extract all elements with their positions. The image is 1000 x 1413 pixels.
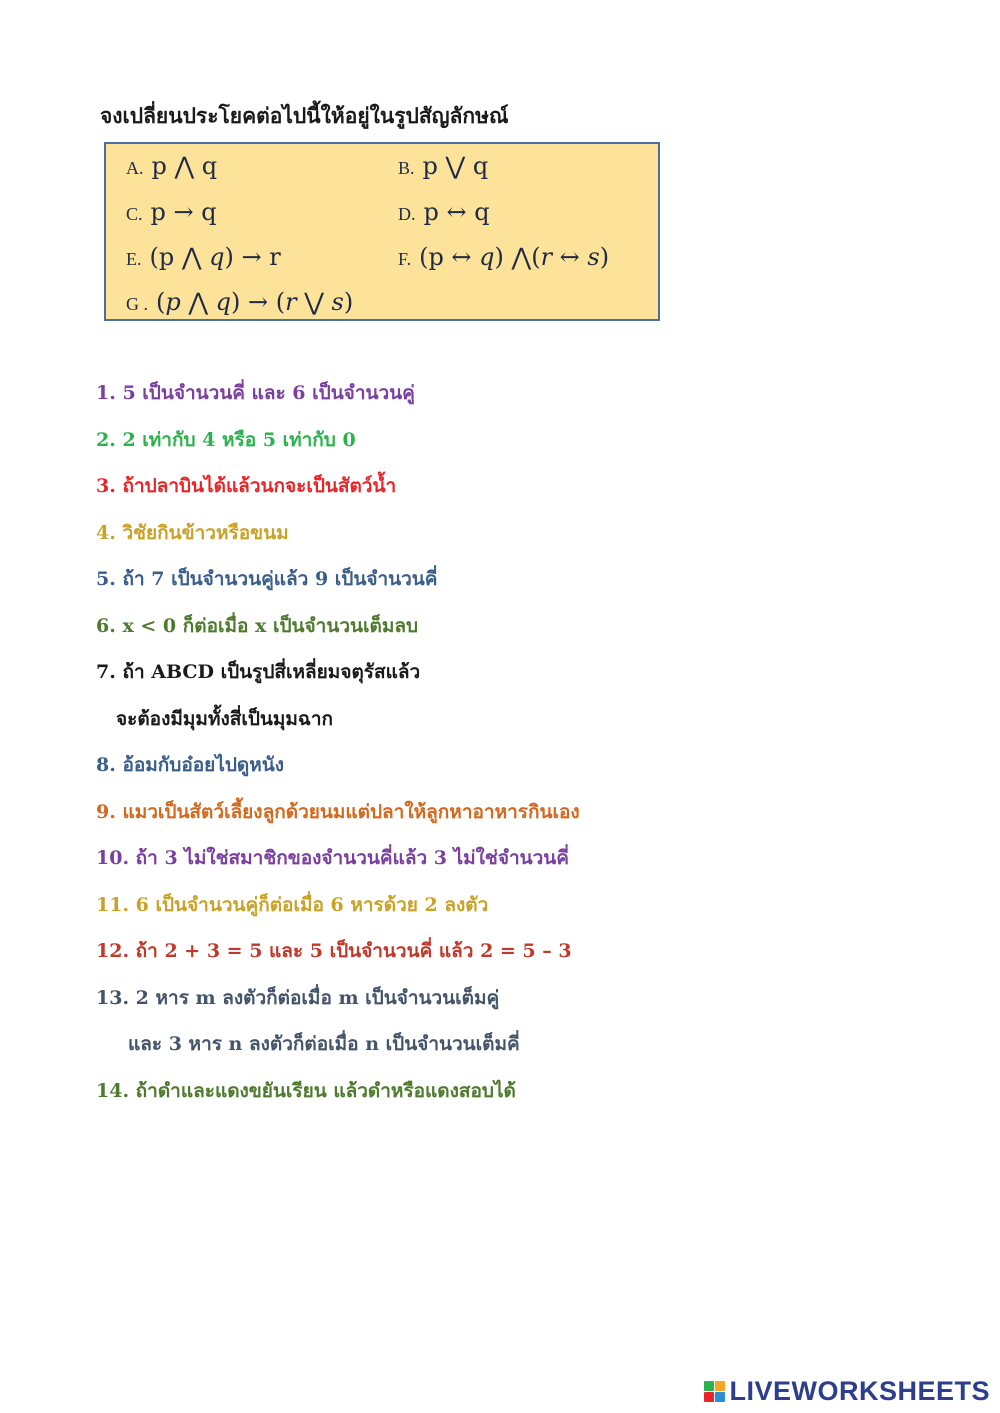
question-14: 14. ถ้าดำและแดงขยันเรียน แล้วดำหรือแดงสอบได้ xyxy=(96,1080,516,1102)
question-12: 12. ถ้า 2 + 3 = 5 และ 5 เป็นจำนวนคี่ แล้ว 2 = 5 – 3 xyxy=(96,940,572,962)
question-4: 4. วิชัยกินข้าวหรือขนม xyxy=(96,522,289,544)
question-6: 6. x < 0 ก็ต่อเมื่อ x เป็นจำนวนเต็มลบ xyxy=(96,615,419,637)
option-expression: p ⋀ q xyxy=(151,152,218,180)
question-7: 7. ถ้า ABCD เป็นรูปสี่เหลี่ยมจตุรัสแล้ว xyxy=(96,661,421,683)
question-3: 3. ถ้าปลาบินได้แล้วนกจะเป็นสัตว์น้ำ xyxy=(96,475,397,497)
question-13-continued: และ 3 หาร n ลงตัวก็ต่อเมื่อ n เป็นจำนวนเต็มคี่ xyxy=(128,1033,520,1055)
answer-options-box xyxy=(104,142,660,321)
option-letter: D. xyxy=(398,204,416,224)
logo-square xyxy=(704,1381,714,1391)
question-2: 2. 2 เท่ากับ 4 หรือ 5 เท่ากับ 0 xyxy=(96,429,356,451)
instruction-heading: จงเปลี่ยนประโยคต่อไปนี้ให้อยู่ในรูปสัญลักษณ์ xyxy=(100,103,509,128)
question-7-continued: จะต้องมีมุมทั้งสี่เป็นมุมฉาก xyxy=(116,708,334,730)
question-10: 10. ถ้า 3 ไม่ใช่สมาชิกของจำนวนคี่แล้ว 3 ไม่ใช่จำนวนคี่ xyxy=(96,847,569,869)
question-8: 8. อ้อมกับอ๋อยไปดูหนัง xyxy=(96,754,285,776)
question-13: 13. 2 หาร m ลงตัวก็ต่อเมื่อ m เป็นจำนวนเต็มคู่ xyxy=(96,987,500,1009)
option-f xyxy=(398,243,609,271)
liveworksheets-logo xyxy=(704,1376,990,1407)
option-letter: A. xyxy=(126,158,144,178)
option-letter: C. xyxy=(126,204,143,224)
question-5: 5. ถ้า 7 เป็นจำนวนคู่แล้ว 9 เป็นจำนวนคี่ xyxy=(96,568,438,590)
logo-square xyxy=(715,1392,725,1402)
option-expression: (𝑝 ⋀ 𝑞) → (𝑟 ⋁ 𝑠) xyxy=(156,288,354,316)
option-expression: p → q xyxy=(150,198,217,226)
option-expression: (p ↔ 𝑞) ⋀(𝑟 ↔ 𝑠) xyxy=(419,243,610,271)
option-a xyxy=(126,152,217,180)
option-letter: E. xyxy=(126,249,142,269)
option-letter: G . xyxy=(126,294,148,314)
option-d xyxy=(398,198,490,226)
question-9: 9. แมวเป็นสัตว์เลี้ยงลูกด้วยนมแต่ปลาให้ลูกหาอาหารกินเอง xyxy=(96,801,580,823)
option-letter: F. xyxy=(398,249,412,269)
liveworksheets-logo-icon xyxy=(704,1381,725,1402)
logo-square xyxy=(715,1381,725,1391)
option-e xyxy=(126,243,281,271)
option-c xyxy=(126,198,217,226)
question-1: 1. 5 เป็นจำนวนคี่ และ 6 เป็นจำนวนคู่ xyxy=(96,382,415,404)
option-expression: (p ⋀ 𝑞) → r xyxy=(149,243,281,271)
question-11: 11. 6 เป็นจำนวนคู่ก็ต่อเมื่อ 6 หารด้วย 2 ลงตัว xyxy=(96,894,489,916)
logo-square xyxy=(704,1392,714,1402)
option-g xyxy=(126,288,353,316)
option-letter: B. xyxy=(398,158,415,178)
option-b xyxy=(398,152,488,180)
option-expression: p ↔ q xyxy=(423,198,490,226)
option-expression: p ⋁ q xyxy=(422,152,489,180)
brand-name: LIVEWORKSHEETS xyxy=(729,1376,990,1406)
